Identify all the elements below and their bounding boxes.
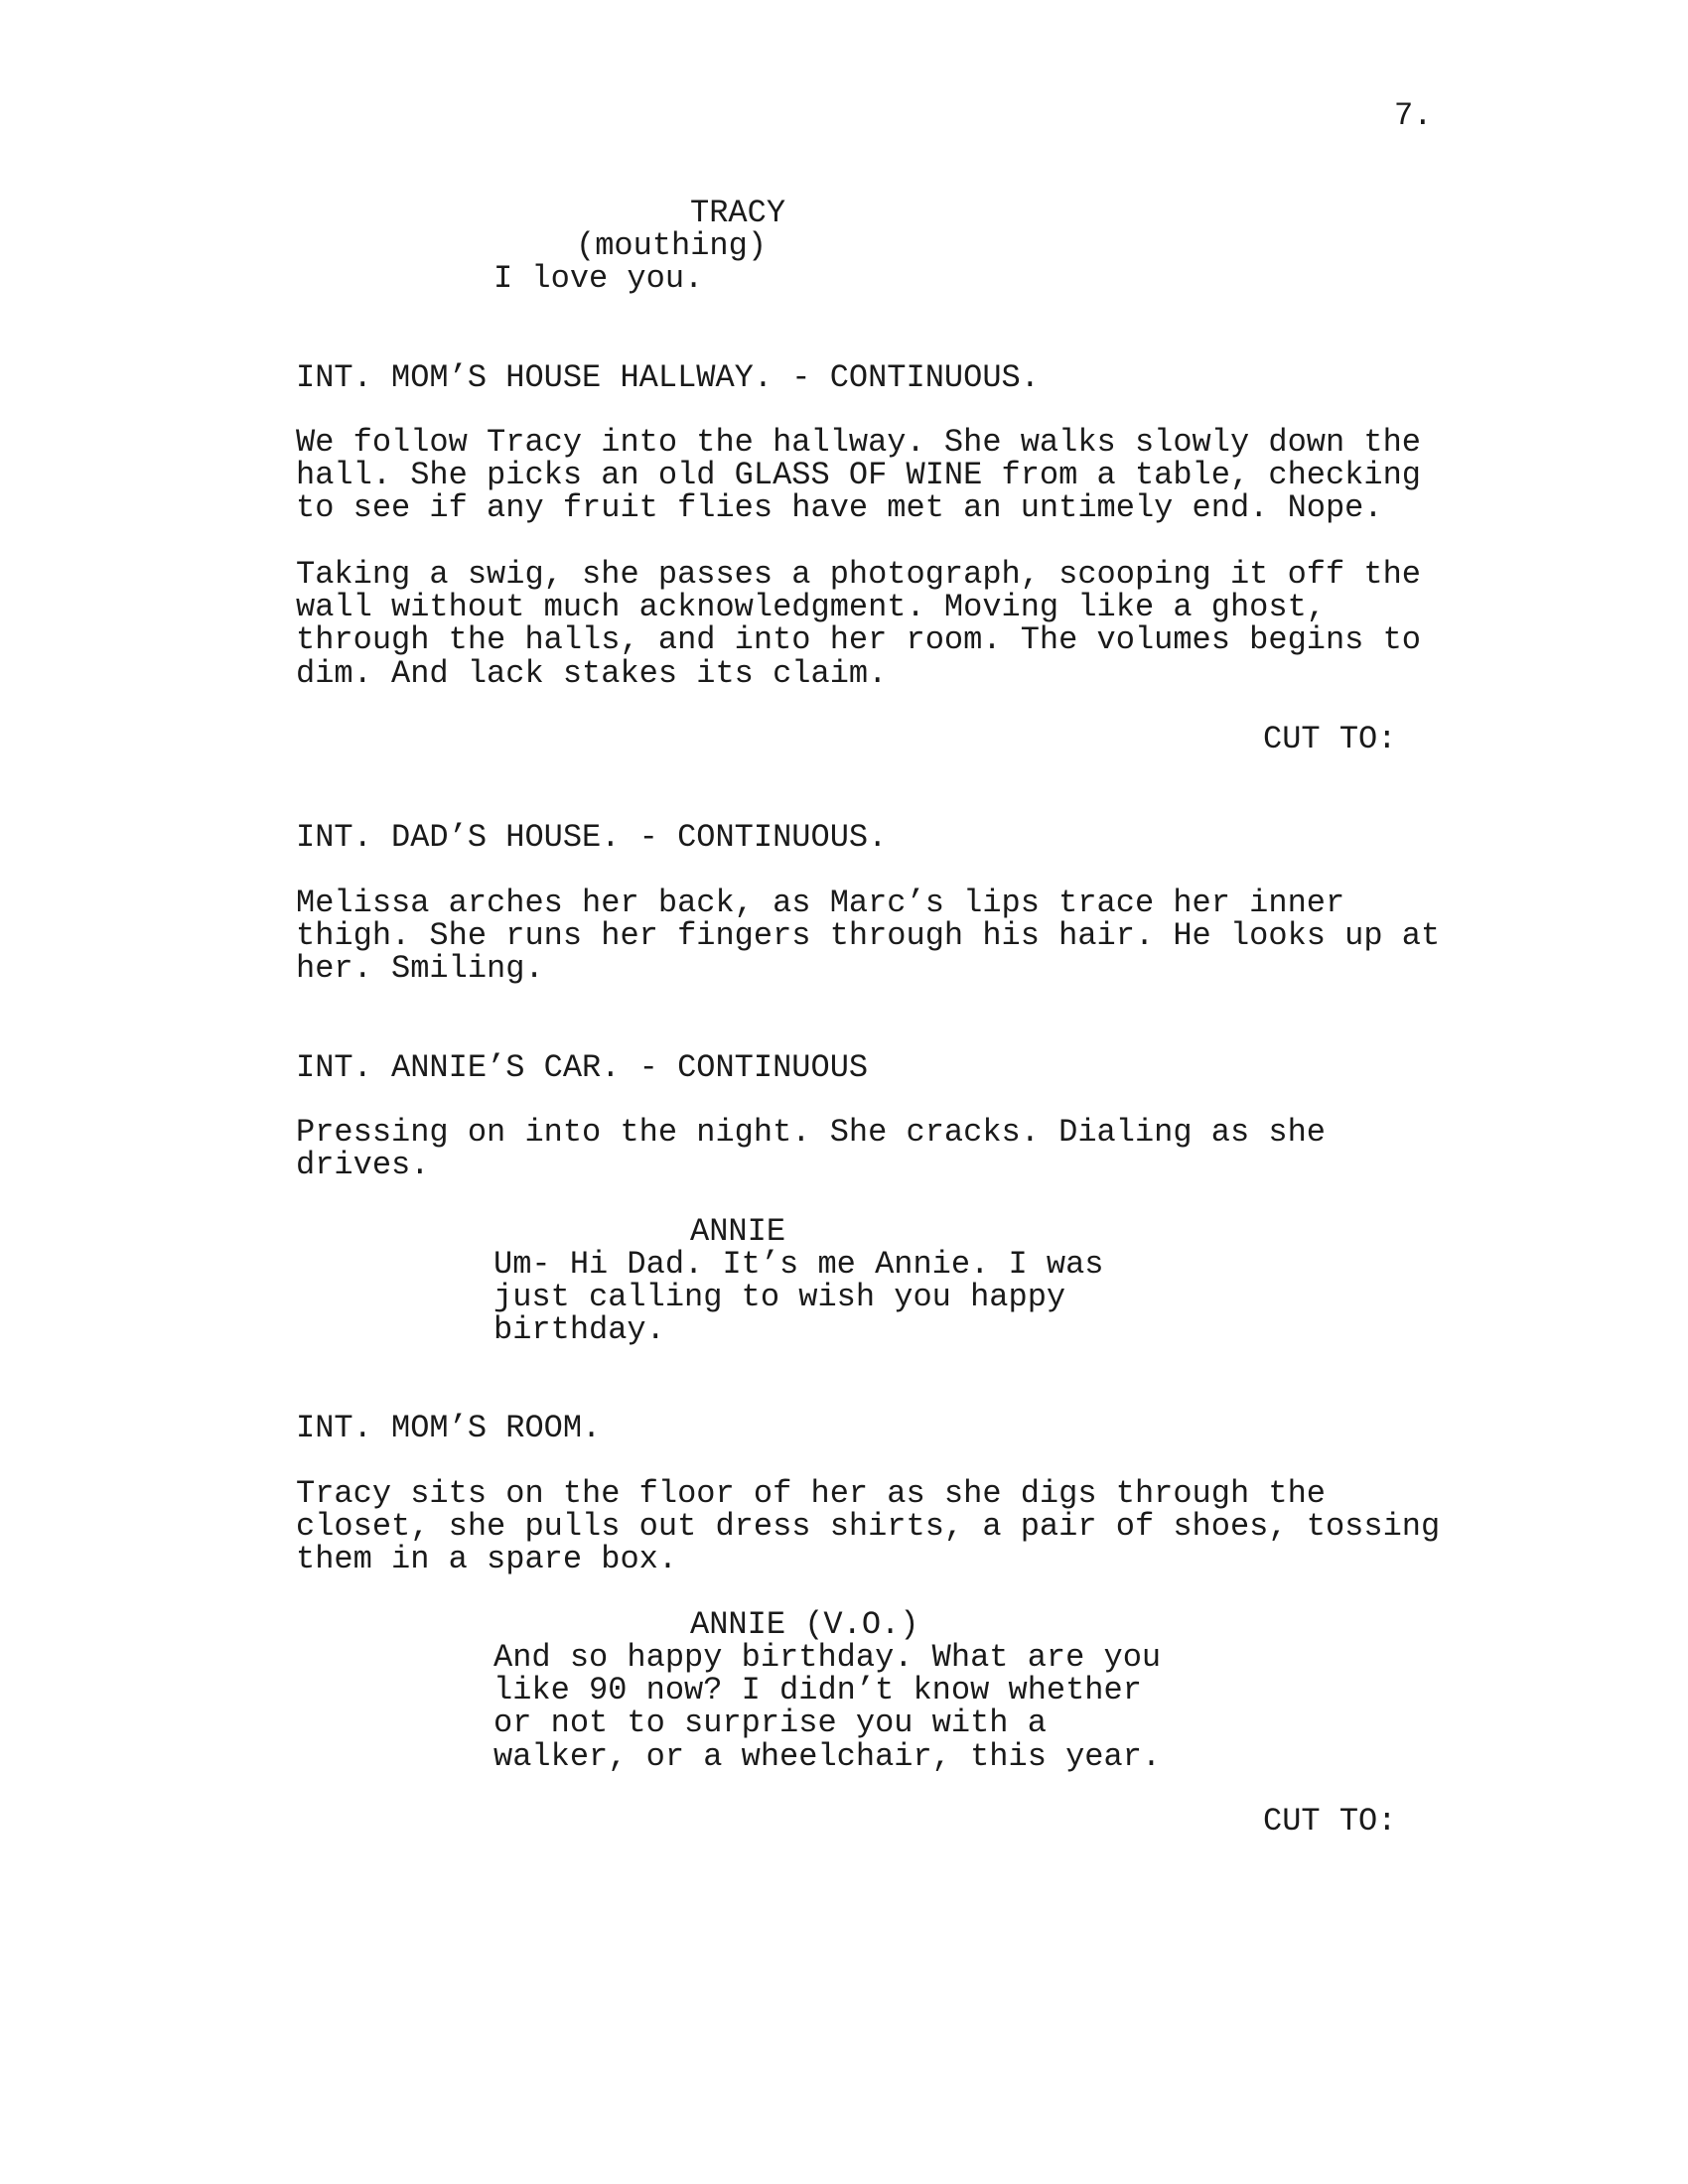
action-line: through the halls, and into her room. The volumes begins to (296, 621, 1421, 659)
action-line: Taking a swig, she passes a photograph, scooping it off the (296, 556, 1421, 593)
scene-heading: INT. MOM’S ROOM. (296, 1410, 602, 1446)
action-line: dim. And lack stakes its claim. (296, 654, 888, 692)
scene-heading: INT. MOM’S HOUSE HALLWAY. - CONTINUOUS. (296, 359, 1040, 396)
page-number: 7. (1394, 97, 1433, 134)
action-line: drives. (296, 1147, 430, 1184)
action-line: hall. She picks an old GLASS OF WINE from a table, checking (296, 457, 1421, 494)
action-block (296, 887, 1440, 986)
scene-heading: INT. ANNIE’S CAR. - CONTINUOUS (296, 1049, 869, 1086)
transition: CUT TO: (1263, 1803, 1397, 1840)
dialogue-line: like 90 now? I didn’t know whether (493, 1672, 1142, 1709)
action-line: Melissa arches her back, as Marc’s lips trace her inner (296, 885, 1345, 921)
action-block (296, 1114, 1326, 1184)
character-name-annie: ANNIE (690, 1213, 786, 1250)
action-line: Tracy sits on the floor of her as she digs through the (296, 1475, 1326, 1512)
action-block (296, 1477, 1440, 1576)
parenthetical: (mouthing) (576, 227, 768, 264)
character-name-annie-vo: ANNIE (V.O.) (690, 1606, 919, 1643)
transition: CUT TO: (1263, 721, 1397, 757)
dialogue-line: walker, or a wheelchair, this year. (493, 1737, 1162, 1775)
action-line: her. Smiling. (296, 950, 544, 988)
action-line: Pressing on into the night. She cracks. Dialing as she (296, 1114, 1326, 1151)
action-line: them in a spare box. (296, 1541, 678, 1578)
action-line: We follow Tracy into the hallway. She walks slowly down the (296, 424, 1421, 461)
dialogue-block (493, 1641, 1161, 1773)
action-line: thigh. She runs her fingers through his hair. He looks up at (296, 917, 1441, 955)
action-line: closet, she pulls out dress shirts, a pair of shoes, tossing (296, 1508, 1441, 1546)
action-block (296, 426, 1421, 525)
dialogue-line: And so happy birthday. What are you (493, 1639, 1162, 1676)
dialogue-line: birthday. (493, 1311, 665, 1349)
action-line: wall without much acknowledgment. Moving like a ghost, (296, 589, 1326, 626)
character-name-tracy: TRACY (690, 195, 786, 231)
dialogue-line: Um- Hi Dad. It’s me Annie. I was (493, 1246, 1104, 1283)
scene-heading: INT. DAD’S HOUSE. - CONTINUOUS. (296, 819, 888, 856)
dialogue-line: I love you. (493, 260, 704, 297)
dialogue-line: just calling to wish you happy (493, 1279, 1066, 1316)
dialogue-line: or not to surprise you with a (493, 1705, 1047, 1742)
dialogue-block (493, 1248, 1104, 1347)
action-line: to see if any fruit flies have met an untimely end. Nope. (296, 489, 1383, 527)
action-block (296, 558, 1421, 690)
